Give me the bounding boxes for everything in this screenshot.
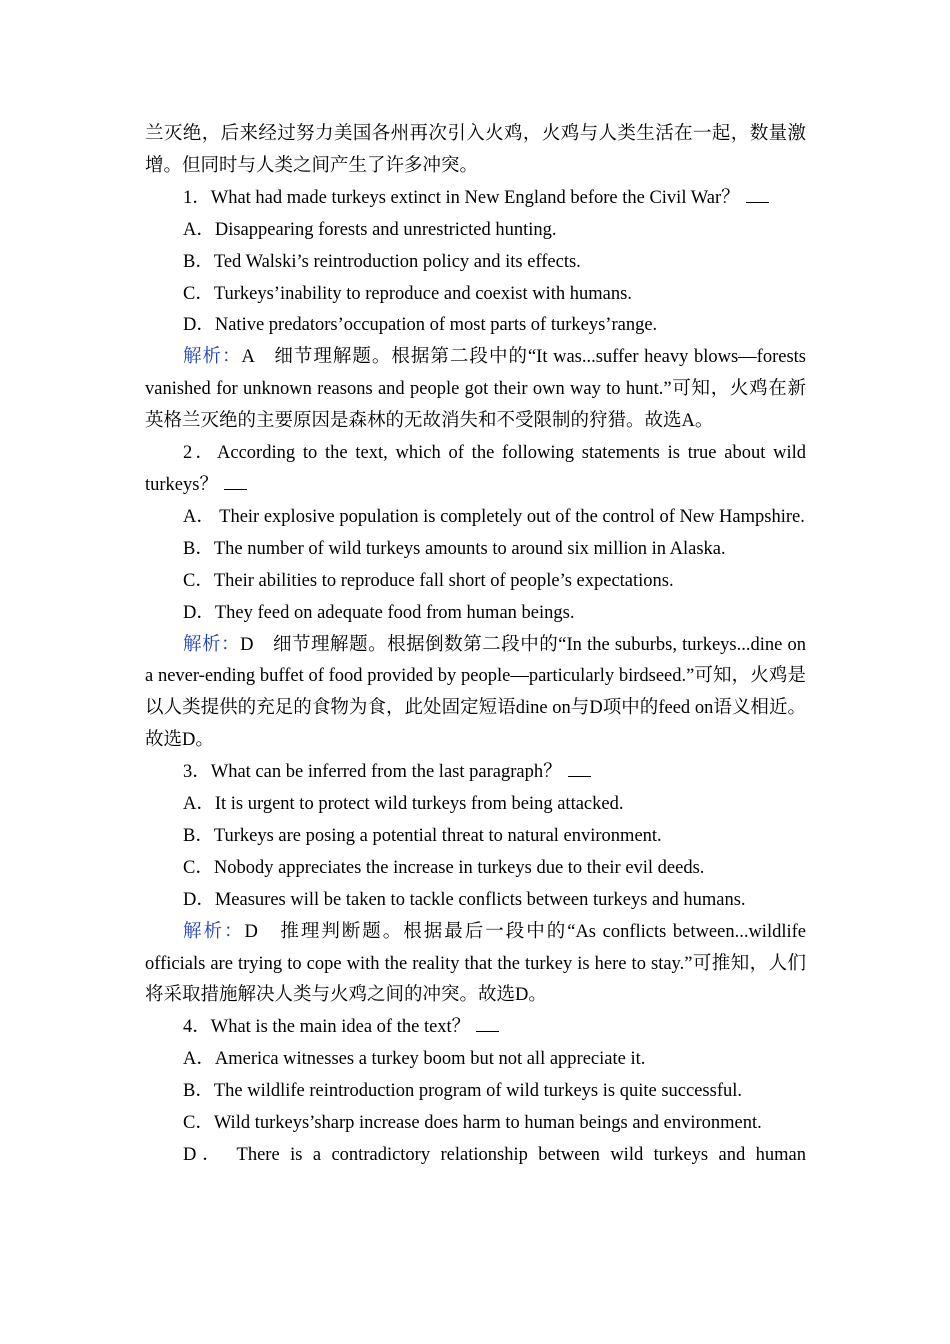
analysis-text: A 细节理解题。根据第二段中的“It was...suffer heavy blows—forests vanished for unknown reasons and people got their own way to hunt.”可知，火鸡在新英格兰灭绝的主要原因是森林的无故消失和不受限制的狩猎。故选A。: [145, 347, 806, 432]
question-4-option-d: D． There is a contradictory relationship between wild turkeys and human: [183, 1145, 806, 1165]
document-body: [145, 119, 806, 1172]
analysis-text: D 推理判断题。根据最后一段中的“As conflicts between...wildlife officials are trying to cope with the reality that the turkey is here to stay.”可推知，人们将采取措施解决人类与火鸡之间的冲突。故选D。: [145, 921, 806, 1006]
question-1-option-c: C．Turkeys’inability to reproduce and coexist with humans.: [183, 283, 632, 304]
answer-blank-4[interactable]: [476, 1030, 499, 1032]
analysis-text: D 细节理解题。根据倒数第二段中的“In the suburbs, turkeys...dine on a never-ending buffet of food provided by people—particularly birdseed.”可知，火鸡是以人类提供的充足的食物为食，此处固定短语dine on与D项中的feed on语义相近。故选D。: [145, 634, 806, 751]
intro-paragraph: 兰灭绝，后来经过努力美国各州再次引入火鸡，火鸡与人类生活在一起，数量激增。但同时与人类之间产生了许多冲突。: [145, 124, 806, 176]
question-3-option-c: C．Nobody appreciates the increase in turkeys due to their evil deeds.: [183, 857, 705, 878]
question-4-stem: [145, 1012, 806, 1044]
question-3-analysis: [145, 917, 806, 1013]
question-4-option-c: C．Wild turkeys’sharp increase does harm to human beings and environment.: [183, 1113, 762, 1134]
question-3-stem: [145, 757, 806, 789]
question-4-option-b: B．The wildlife reintroduction program of wild turkeys is quite successful.: [183, 1081, 742, 1102]
question-1-analysis: [145, 342, 806, 438]
question-2-option-b: B．The number of wild turkeys amounts to around six million in Alaska.: [183, 538, 726, 559]
answer-blank-2[interactable]: [224, 488, 247, 490]
question-1-option-d: D．Native predators’occupation of most parts of turkeys’range.: [183, 315, 658, 336]
analysis-label: 解析：: [183, 347, 242, 368]
question-1-text: 1．What had made turkeys extinct in New England before the Civil War？: [183, 187, 740, 208]
analysis-label: 解析：: [183, 634, 241, 655]
question-2-option-a: A． Their explosive population is completely out of the control of New Hampshire.: [183, 506, 805, 527]
question-3-option-a: A．It is urgent to protect wild turkeys from being attacked.: [183, 794, 624, 815]
question-3-text: 3．What can be inferred from the last paragraph？: [183, 762, 562, 783]
question-3-option-d: D．Measures will be taken to tackle conflicts between turkeys and humans.: [183, 889, 746, 910]
question-1-option-a: A．Disappearing forests and unrestricted hunting.: [183, 219, 557, 240]
question-2-stem: [145, 438, 806, 502]
question-4-option-a: A．America witnesses a turkey boom but not all appreciate it.: [183, 1049, 646, 1070]
analysis-label: 解析：: [183, 921, 245, 942]
answer-blank-3[interactable]: [568, 775, 591, 777]
question-2-text: 2．According to the text, which of the following statements is true about wild turkeys？: [145, 443, 806, 495]
question-2-analysis: [145, 630, 806, 758]
question-1-stem: [145, 183, 806, 215]
question-3-option-b: B．Turkeys are posing a potential threat to natural environment.: [183, 825, 662, 846]
question-2-option-c: C．Their abilities to reproduce fall short of people’s expectations.: [183, 570, 674, 591]
question-2-option-d: D．They feed on adequate food from human beings.: [183, 602, 575, 623]
answer-blank-1[interactable]: [746, 201, 769, 203]
question-1-option-b: B．Ted Walski’s reintroduction policy and its effects.: [183, 251, 581, 272]
question-4-text: 4．What is the main idea of the text？: [183, 1017, 471, 1038]
